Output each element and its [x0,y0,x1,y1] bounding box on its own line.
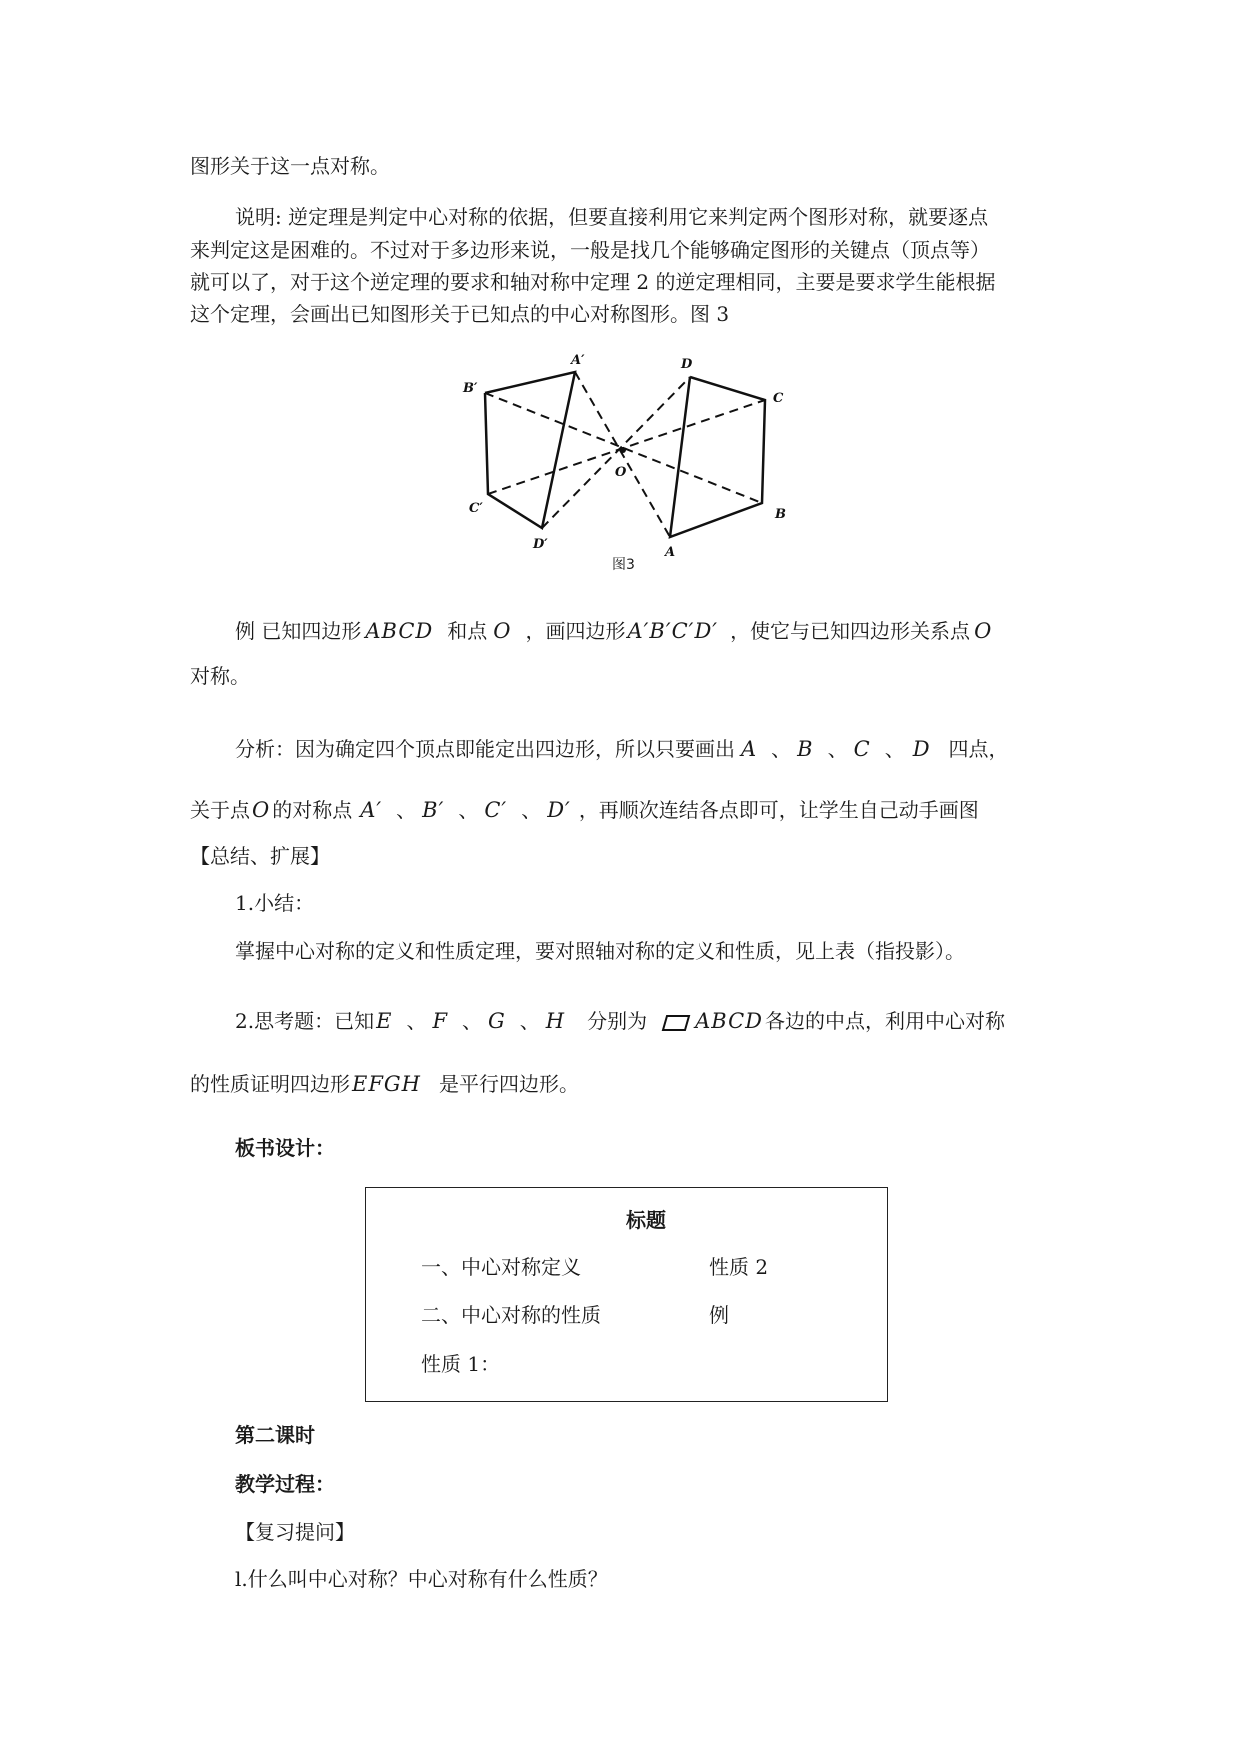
math-abcd: ABCD [695,1009,764,1033]
separator: 、 [519,1009,540,1033]
math-abcd: ABCD [365,619,434,643]
board-item: 性质 2 [709,1255,769,1279]
separator: 、 [462,1009,483,1033]
board-item: 例 [709,1303,729,1327]
label-b-prime: B′ [463,381,478,396]
text-line: 说明: 逆定理是判定中心对称的依据，但要直接利用它来判定两个图形对称，就要逐点 [235,205,989,229]
question-text: 各边的中点，利用中心对称 [765,1009,1006,1033]
section-heading: 【总结、扩展】 [190,844,330,868]
math-g: G [488,1009,506,1033]
text-line: 就可以了，对于这个逆定理的要求和轴对称中定理 2 的逆定理相同，主要是要求学生能根据 [190,270,996,294]
question-text: 分别为 [587,1009,648,1033]
analysis-line [190,796,979,824]
question-line [235,1007,1005,1035]
question-line: l.什么叫中心对称？中心对称有什么性质？ [235,1567,608,1591]
math-o: O [974,619,993,643]
analysis-text: 的对称点 [272,798,353,822]
question-text: 的性质证明四边形 [190,1072,350,1096]
separator: 、 [521,798,542,822]
board-item: 一、中心对称定义 [421,1255,581,1279]
math-o: O [493,619,512,643]
text-line: 这个定理，会画出已知图形关于已知点的中心对称图形。图 3 [190,302,730,326]
analysis-text: 四点， [948,737,1009,761]
math-a1b1c1d1: A′B′C′D′ [627,619,719,643]
analysis-line [235,735,1009,763]
math-d: D [912,737,931,761]
question-text: 是平行四边形。 [439,1072,579,1096]
math-f: F [432,1009,449,1033]
text-line: 图形关于这一点对称。 [190,154,390,178]
section-title: 教学过程： [235,1472,335,1496]
board-item: 性质 1： [421,1352,501,1376]
quad-right [670,377,765,537]
math-efgh: EFGH [352,1072,421,1096]
list-item: 1.小结： [235,891,315,915]
math-a-prime: A′ [360,798,383,822]
label-a-prime: A′ [571,353,585,368]
section-title: 第二课时 [235,1423,315,1447]
label-d: D [681,357,693,372]
board-item: 二、中心对称的性质 [421,1303,601,1327]
dashed-line-aa [575,372,670,537]
label-b: B [775,507,786,522]
example-line [235,617,992,645]
example-text: 例 已知四边形 [235,619,362,643]
separator: 、 [827,737,848,761]
label-c-prime: C′ [469,501,483,516]
text-line: 来判定这是困难的。不过对于多边形来说，一般是找几个能够确定图形的关键点（顶点等） [190,238,990,262]
separator: 、 [406,1009,427,1033]
parallelogram-icon [661,1013,691,1033]
center-point-o [620,447,626,453]
dashed-line-cc [488,400,765,494]
figure-caption: 图3 [612,557,635,573]
analysis-text: 关于点 [190,798,250,822]
dashed-line-dd [542,377,690,528]
separator: 、 [884,737,905,761]
example-text: 和点 [447,619,488,643]
label-d-prime: D′ [533,537,548,552]
separator: 、 [458,798,479,822]
math-b: B [797,737,814,761]
math-e: E [376,1009,393,1033]
question-line [190,1070,579,1098]
separator: 、 [771,737,792,761]
quad-left [485,372,575,528]
board-title: 标题 [626,1208,666,1232]
analysis-text: 分析：因为确定四个顶点即能定出四边形，所以只要画出 [235,737,735,761]
text-line: 对称。 [190,664,250,688]
text-line: 掌握中心对称的定义和性质定理，要对照轴对称的定义和性质，见上表（指投影）。 [235,939,965,963]
example-text: ，使它与已知四边形关系点 [730,619,971,643]
math-d-prime: D′ [547,798,571,822]
board-design-label: 板书设计： [235,1136,335,1160]
question-text: 2.思考题：已知 [235,1009,375,1033]
label-a: A [665,545,676,560]
math-c-prime: C′ [484,798,508,822]
math-b-prime: B′ [422,798,445,822]
label-c: C [773,391,784,406]
math-o: O [252,798,271,822]
board-design-box [365,1187,888,1402]
math-c: C [853,737,871,761]
analysis-text: ，再顺次连结各点即可，让学生自己动手画图 [578,798,979,822]
example-text: ，画四边形 [525,619,626,643]
label-o: O [615,465,627,480]
section-heading: 【复习提问】 [235,1520,355,1544]
math-h: H [545,1009,566,1033]
math-a: A [741,737,758,761]
separator: 、 [396,798,417,822]
